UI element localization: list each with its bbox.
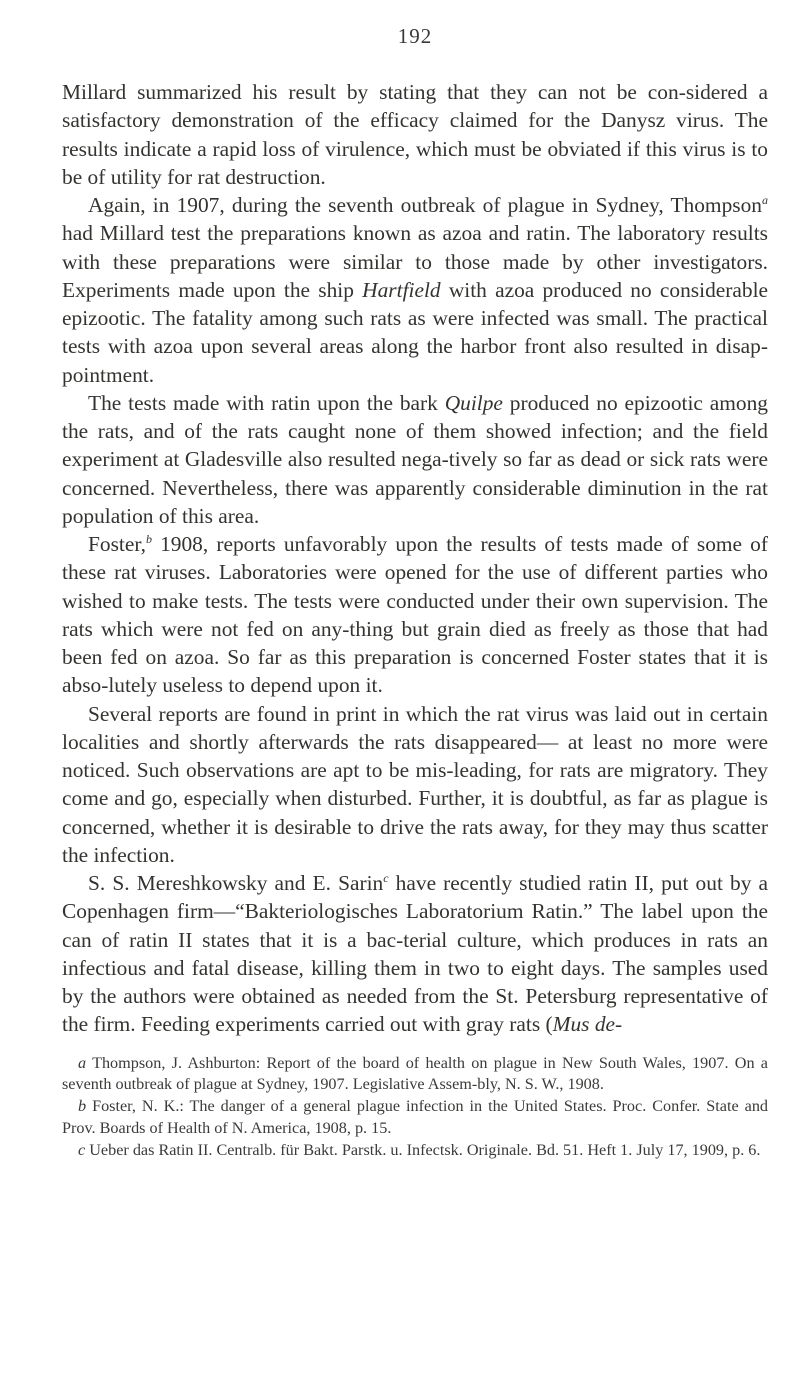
paragraph-thompson: Again, in 1907, during the seventh outbreak of plague in Sydney, Thompson$^a$ had Millard test the preparations known as azoa and ratin. The laboratory results with these preparations were similar to those made by other investigators. Experiments made upon the ship Hartfield with azoa produced no considerable epizootic. The fatality among such rats as were infected was small. The practical tests with azoa upon several areas along the harbor front also resulted in disap-pointment. bbox=[62, 192, 769, 387]
paragraph-foster: Foster,$^b$ 1908, reports unfavorably upon the results of tests made of some of these rat viruses. Laboratories were opened for the use of different parties who wished to make tests. The tests were conducted under their own supervision. The rats which were not fed on any-thing but grain died as freely as those that had been fed on azoa. So far as this preparation is concerned Foster states that it is abso-lutely useless to depend upon it. bbox=[62, 531, 768, 698]
footnote-a: a Thompson, J. Ashburton: Report of the board of health on plague in New South Wales, 1907. On a seventh outbreak of plague at Sydney, 1907. Legislative Assem-bly, N. S. W., 1908. bbox=[62, 1053, 768, 1094]
paragraph-quilpe: The tests made with ratin upon the bark Quilpe produced no epizootic among the rats, and of the rats caught none of them showed infection; and the field experiment at Gladesville also resulted nega-tively so far as dead or sick rats were concerned. Nevertheless, there was apparently considerable diminution in the rat population of this area. bbox=[62, 390, 768, 528]
ship-name-quilpe: Quilpe bbox=[444, 390, 503, 415]
footnotes bbox=[62, 1053, 768, 1162]
footnote-ref-a: a bbox=[762, 192, 768, 207]
paragraph-mereshkowsky: S. S. Mereshkowsky and E. Sarin$^c$ have recently studied ratin II, put out by a Copenhagen firm—“Bakteriologisches Laboratorium Ratin.” The label upon the can of ratin II states that it is a bac-terial culture, which produces in rats an infectious and fatal disease, killing them in two to eight days. The samples used by the authors were obtained as needed from the St. Petersburg representative of the firm. Feeding experiments carried out with gray rats (Mus de- bbox=[62, 870, 768, 1037]
species-name: Mus de- bbox=[552, 1012, 623, 1037]
footnote-ref-b: b bbox=[145, 531, 152, 546]
footnote-b: b Foster, N. K.: The danger of a general plague infection in the United States. Proc. Confer. State and Prov. Boards of Health of N. America, 1908, p. 15. bbox=[62, 1097, 769, 1137]
ship-name-hartfield: Hartfield bbox=[362, 277, 441, 302]
paragraph-several-reports: Several reports are found in print in which the rat virus was laid out in certain localities and shortly afterwards the rats disappeared— at least no more were noticed. Such observations are apt to be mis-leading, for rats are migratory. They come and go, especially when disturbed. Further, it is doubtful, as far as plague is concerned, whether it is desirable to drive the rats away, for they may thus scatter the infection. bbox=[62, 701, 768, 867]
paragraph-millard-conclusion: Millard summarized his result by stating that they can not be con-sidered a satisfactory demonstration of the efficacy claimed for the Danysz virus. The results indicate a rapid loss of virulence, which must be obviated if this virus is to be of utility for rat destruction. bbox=[62, 80, 768, 189]
body-text bbox=[62, 78, 768, 1039]
page-number: 192 bbox=[397, 24, 433, 48]
footnote-c: c Ueber das Ratin II. Centralb. für Bakt. Parstk. u. Infectsk. Originale. Bd. 51. Heft 1. July 17, 1909, p. 6. bbox=[78, 1140, 761, 1159]
footnote-ref-c: c bbox=[383, 870, 389, 885]
document-page bbox=[62, 18, 768, 1161]
